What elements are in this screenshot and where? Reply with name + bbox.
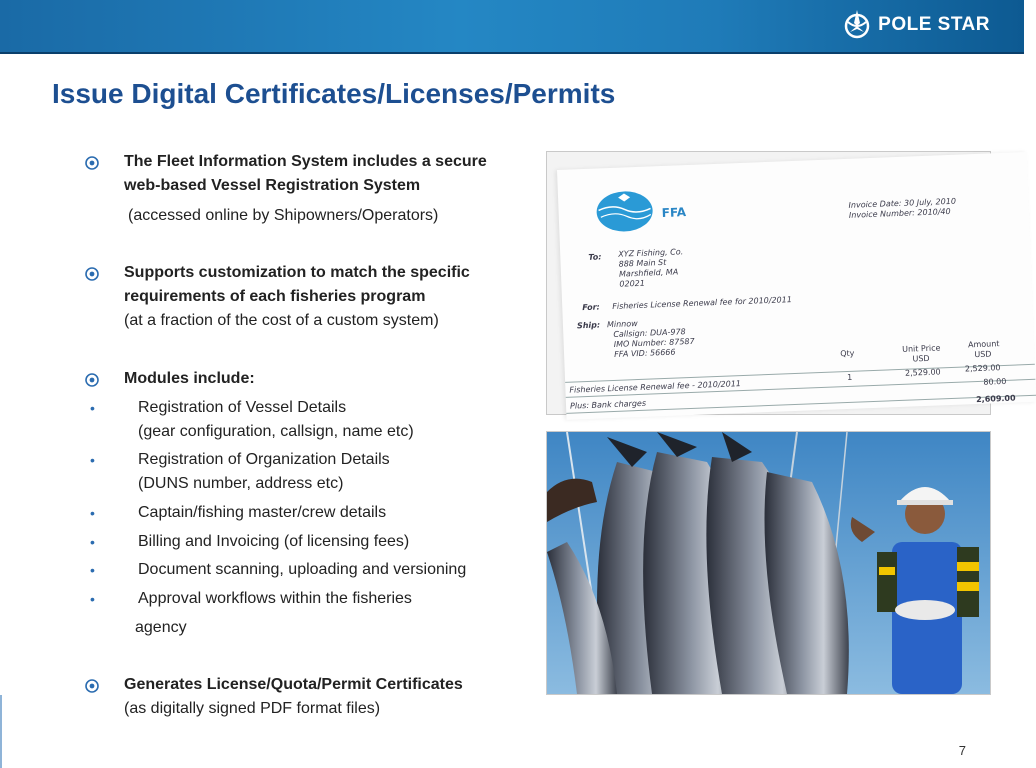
tuna-catch-illustration [547, 432, 990, 694]
pole-star-logo [842, 10, 990, 40]
page-number: 7 [958, 743, 966, 758]
header-bar [0, 0, 1024, 52]
ship-line: Callsign: DUA-978 [613, 327, 686, 339]
bullet-subtext: (as digitally signed PDF format files) [124, 700, 381, 717]
ffa-label: FFA [661, 205, 687, 221]
invoice-date: Invoice Date: 30 July, 2010 [848, 196, 957, 210]
ship-line: FFA VID: 56666 [613, 347, 676, 359]
sub-bullet-dot: • [90, 591, 95, 607]
line-item-description: Fisheries License Renewal fee - 2010/2011 [569, 379, 742, 395]
bullet-title-line: requirements of each fisheries program [124, 288, 426, 305]
header-divider [0, 52, 1024, 54]
line-item-amount: 2,529.00 [964, 363, 1001, 374]
bullet-title-line: Supports customization to match the specific [124, 264, 470, 281]
left-edge-accent [0, 695, 2, 768]
target-bullet-icon [84, 266, 100, 282]
sub-bullet-dot: • [90, 452, 95, 468]
module-line: Registration of Organization Details [138, 451, 390, 468]
ffa-globe-logo-icon [594, 188, 656, 234]
plus-label: Plus: Bank charges [569, 398, 647, 411]
column-unit-price: Unit Price [901, 343, 941, 354]
module-line: Registration of Vessel Details [138, 399, 347, 416]
to-label: To: [588, 252, 602, 262]
invoice-number: Invoice Number: 2010/40 [848, 206, 951, 220]
column-amount: Amount [967, 339, 1000, 350]
for-label: For: [582, 302, 600, 313]
column-amount-currency: USD [974, 349, 992, 360]
bullet-subtext: (at a fraction of the cost of a custom system) [124, 312, 439, 329]
module-line: Document scanning, uploading and versioning [138, 561, 467, 578]
tuna-catch-photo [546, 431, 991, 695]
to-line: XYZ Fishing, Co. [618, 247, 684, 259]
module-line: Billing and Invoicing (of licensing fees) [138, 533, 410, 550]
sub-bullet-dot: • [90, 400, 95, 416]
invoice-image [546, 151, 1016, 415]
sub-bullet-dot: • [90, 562, 95, 578]
sub-bullet-dot: • [90, 505, 95, 521]
sub-bullet-dot: • [90, 534, 95, 550]
bullet-title-line: Generates License/Quota/Permit Certificates [124, 676, 463, 693]
ship-line: IMO Number: 87587 [613, 336, 695, 349]
module-line: Approval workflows within the fisheries [138, 590, 412, 607]
compass-star-icon [842, 10, 872, 40]
logo-text: POLE STAR [878, 14, 990, 35]
line-item-qty: 1 [847, 372, 853, 383]
bullet-title-line: Modules include: [124, 370, 255, 387]
target-bullet-icon [84, 372, 100, 388]
bank-charges-amount: 80.00 [983, 376, 1007, 387]
for-text: Fisheries License Renewal fee for 2010/2011 [612, 295, 793, 311]
line-item-unit-price: 2,529.00 [904, 367, 941, 378]
bullet-subtext: (accessed online by Shipowners/Operators) [128, 207, 439, 224]
to-line: 888 Main St [618, 257, 667, 269]
module-line: (DUNS number, address etc) [138, 475, 344, 492]
module-line: (gear configuration, callsign, name etc) [138, 423, 414, 440]
column-unit-price-currency: USD [912, 353, 930, 364]
total-amount: 2,609.00 [975, 393, 1016, 405]
to-line: 02021 [619, 278, 646, 289]
module-line: Captain/fishing master/crew details [138, 504, 387, 521]
column-qty: Qty [840, 348, 855, 359]
invoice-paper [557, 152, 1036, 420]
target-bullet-icon [84, 155, 100, 171]
target-bullet-icon [84, 678, 100, 694]
module-continuation: agency [135, 619, 187, 636]
to-line: Marshfield, MA [618, 267, 679, 279]
bullet-title-line: The Fleet Information System includes a secure [124, 153, 487, 170]
bullet-title-line: web-based Vessel Registration System [124, 177, 421, 194]
slide-title: Issue Digital Certificates/Licenses/Permits [52, 78, 616, 109]
ship-label: Ship: [576, 320, 601, 331]
ship-line: Minnow [606, 319, 638, 330]
